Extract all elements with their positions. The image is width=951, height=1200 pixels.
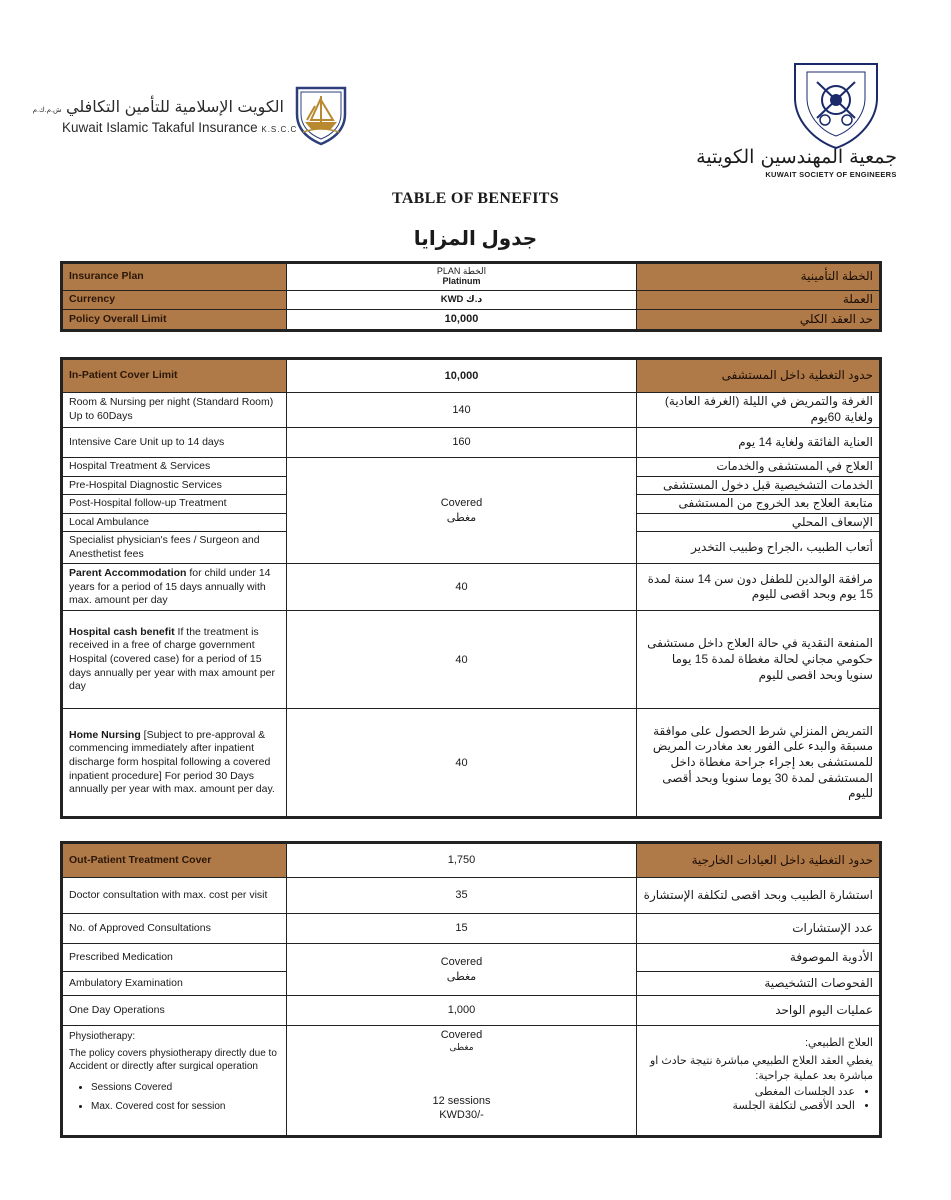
table-row bbox=[63, 914, 880, 944]
overall-limit-value: 10,000 bbox=[287, 310, 637, 330]
prescribed-medication-arabic: الأدوية الموصوفة bbox=[637, 944, 880, 972]
table-row bbox=[63, 291, 880, 310]
inpatient-covered-value: Covered مغطى bbox=[287, 458, 637, 564]
one-day-operations-arabic: عمليات اليوم الواحد bbox=[637, 996, 880, 1026]
table-row bbox=[63, 428, 880, 458]
room-nursing-arabic: الغرفة والتمريض في الليلة (الغرفة العادية) ولغاية 60يوم bbox=[637, 393, 880, 428]
document-title-arabic: جدول المزايا bbox=[413, 228, 538, 250]
approved-consultations-arabic: عدد الإستشارات bbox=[637, 914, 880, 944]
room-nursing-label: Room & Nursing per night (Standard Room) Up to 60Days bbox=[63, 393, 287, 428]
physiotherapy-title: Physiotherapy: bbox=[69, 1031, 136, 1042]
outpatient-limit-value: 1,750 bbox=[287, 844, 637, 878]
plan-table bbox=[62, 263, 880, 330]
physiotherapy-value: Covered مغطى 12 sessions KWD30/- bbox=[287, 1026, 637, 1136]
inpatient-header-label: In-Patient Cover Limit bbox=[63, 360, 287, 393]
ambulatory-exam-label: Ambulatory Examination bbox=[63, 972, 287, 996]
physiotherapy-label bbox=[63, 1026, 287, 1136]
kse-name-english: KUWAIT SOCIETY OF ENGINEERS bbox=[765, 170, 897, 179]
ambulatory-exam-arabic: الفحوصات التشخيصية bbox=[637, 972, 880, 996]
pre-hospital-arabic: الخدمات التشخيصية قبل دخول المستشفى bbox=[637, 476, 880, 495]
parent-accommodation-label: Parent Accommodation for child under 14 years for a period of 15 days annually with max. amount per day bbox=[63, 564, 287, 611]
icu-value: 160 bbox=[287, 428, 637, 458]
table-row bbox=[63, 996, 880, 1026]
approved-consultations-label: No. of Approved Consultations bbox=[63, 914, 287, 944]
specialist-fees-label: Specialist physician's fees / Surgeon and Anesthetist fees bbox=[63, 532, 287, 564]
table-row bbox=[63, 1026, 880, 1136]
currency-label: Currency bbox=[63, 291, 287, 310]
physiotherapy-description: The policy covers physiotherapy directly due to Accident or directly after surgical operation bbox=[69, 1048, 277, 1072]
table-row bbox=[63, 393, 880, 428]
home-nursing-value: 40 bbox=[287, 709, 637, 817]
hospital-treatment-label: Hospital Treatment & Services bbox=[63, 458, 287, 477]
hospital-cash-label: Hospital cash benefit If the treatment is received in a free of charge government Hospital (covered case) for a period of 15 days annually per year with max amount per day bbox=[63, 611, 287, 709]
local-ambulance-arabic: الإسعاف المحلي bbox=[637, 513, 880, 532]
room-nursing-value: 140 bbox=[287, 393, 637, 428]
doctor-consultation-arabic: استشارة الطبيب وبحد اقصى لتكلفة الإستشارة bbox=[637, 878, 880, 914]
outpatient-header-arabic: حدود التغطية داخل العيادات الخارجية bbox=[637, 844, 880, 878]
currency-value: KWD د.ك bbox=[287, 291, 637, 310]
inpatient-header-arabic: حدود التغطية داخل المستشفى bbox=[637, 360, 880, 393]
physiotherapy-arabic: العلاج الطبيعي: يغطي العقد العلاج الطبيعي مباشرة نتيجة حادث او مباشرة بعد عملية جراحية: • عدد الجلسات المغطى • الحد الأقصى لتكلفة الجلسة bbox=[637, 1026, 880, 1136]
outpatient-table bbox=[62, 843, 880, 1136]
kit-ship-logo-icon bbox=[293, 84, 349, 146]
approved-consultations-value: 15 bbox=[287, 914, 637, 944]
table-row bbox=[63, 944, 880, 972]
plan-value: PLAN الخطة Platinum bbox=[287, 264, 637, 291]
list-item: • Max. Covered cost for session bbox=[91, 1100, 280, 1113]
outpatient-header-label: Out-Patient Treatment Cover bbox=[63, 844, 287, 878]
doctor-consultation-label: Doctor consultation with max. cost per visit bbox=[63, 878, 287, 914]
kse-name-arabic: جمعية المهندسين الكويتية bbox=[696, 146, 897, 168]
kit-name-arabic: الكويت الإسلامية للتأمين التكافلي ش.م.ك.م bbox=[32, 99, 284, 116]
home-nursing-label: Home Nursing [Subject to pre-approval & commencing immediately after inpatient discharge form hospital following a covered inpatient procedure] For period 30 Days annually per year with max. amount per day. bbox=[63, 709, 287, 817]
icu-arabic: العناية الفائقة ولغاية 14 يوم bbox=[637, 428, 880, 458]
specialist-fees-arabic: أتعاب الطبيب ،الجراح وطبيب التخدير bbox=[637, 532, 880, 564]
prescribed-medication-label: Prescribed Medication bbox=[63, 944, 287, 972]
table-row bbox=[63, 844, 880, 878]
plan-label: Insurance Plan bbox=[63, 264, 287, 291]
one-day-operations-label: One Day Operations bbox=[63, 996, 287, 1026]
hospital-cash-arabic: المنفعة النقدية في حالة العلاج داخل مستشفى حكومي مجاني لحالة مغطاة لمدة 15 يوما سنويا وبحد اقصى لليوم bbox=[637, 611, 880, 709]
inpatient-table bbox=[62, 359, 880, 817]
local-ambulance-label: Local Ambulance bbox=[63, 513, 287, 532]
home-nursing-arabic: التمريض المنزلي شرط الحصول على موافقة مسبقة والبدء على الفور بعد مغادرت المريض للمستشفى بعد إجراء جراحة مغطاة داخل المستشفى لمدة 30 يوما سنويا وبحد أقصى لليوم bbox=[637, 709, 880, 817]
list-item: • الحد الأقصى لتكلفة الجلسة bbox=[643, 1099, 855, 1113]
pre-hospital-label: Pre-Hospital Diagnostic Services bbox=[63, 476, 287, 495]
table-row bbox=[63, 878, 880, 914]
table-row bbox=[63, 264, 880, 291]
kse-emblem-icon bbox=[781, 58, 891, 150]
overall-limit-label: Policy Overall Limit bbox=[63, 310, 287, 330]
plan-label-arabic: الخطة التأمينية bbox=[637, 264, 880, 291]
outpatient-covered-value: Covered مغطى bbox=[287, 944, 637, 996]
list-item: • عدد الجلسات المغطى bbox=[643, 1085, 855, 1099]
doctor-consultation-value: 35 bbox=[287, 878, 637, 914]
inpatient-limit-value: 10,000 bbox=[287, 360, 637, 393]
table-row bbox=[63, 564, 880, 611]
hospital-treatment-arabic: العلاج في المستشفى والخدمات bbox=[637, 458, 880, 477]
list-item: • Sessions Covered bbox=[91, 1081, 280, 1094]
physiotherapy-bullets bbox=[69, 1081, 280, 1113]
currency-label-arabic: العملة bbox=[637, 291, 880, 310]
overall-limit-label-arabic: حد العقد الكلي bbox=[637, 310, 880, 330]
table-row bbox=[63, 310, 880, 330]
kit-name-english: Kuwait Islamic Takaful Insurance K.S.C.C bbox=[62, 120, 298, 135]
post-hospital-label: Post-Hospital follow-up Treatment bbox=[63, 495, 287, 514]
table-row bbox=[63, 458, 880, 477]
post-hospital-arabic: متابعة العلاج بعد الخروج من المستشفى bbox=[637, 495, 880, 514]
hospital-cash-value: 40 bbox=[287, 611, 637, 709]
table-row bbox=[63, 611, 880, 709]
table-row bbox=[63, 360, 880, 393]
one-day-operations-value: 1,000 bbox=[287, 996, 637, 1026]
parent-accommodation-arabic: مرافقة الوالدين للطفل دون سن 14 سنة لمدة 15 يوم وبحد اقصى لليوم bbox=[637, 564, 880, 611]
icu-label: Intensive Care Unit up to 14 days bbox=[63, 428, 287, 458]
parent-accommodation-value: 40 bbox=[287, 564, 637, 611]
table-row bbox=[63, 709, 880, 817]
document-title-english: TABLE OF BENEFITS bbox=[392, 190, 559, 207]
